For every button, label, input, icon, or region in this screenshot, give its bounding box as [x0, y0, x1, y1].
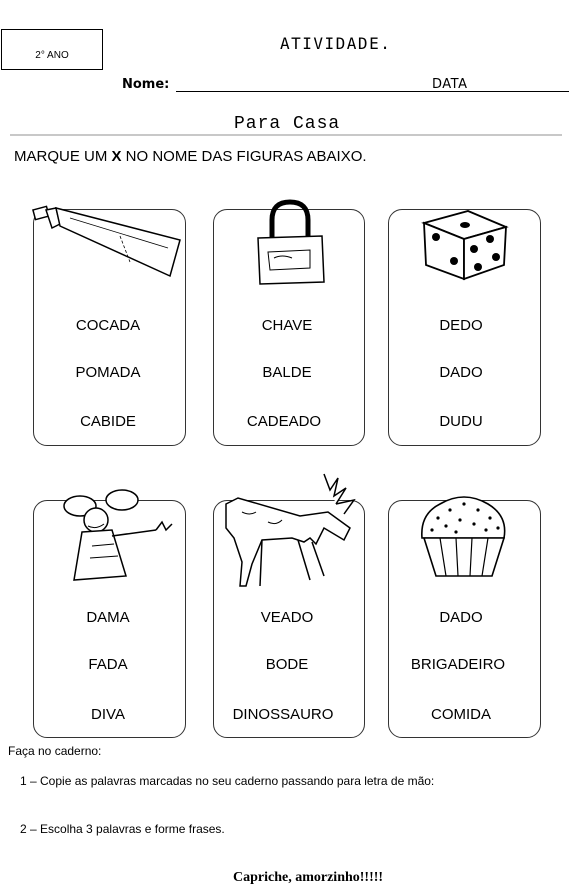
- date-field[interactable]: [479, 91, 569, 92]
- instruction-prefix: MARQUE UM: [14, 148, 112, 165]
- word-option[interactable]: FADA: [88, 656, 128, 673]
- deer-icon: [212, 468, 362, 588]
- subtitle: Para Casa: [234, 114, 341, 134]
- task-1: 1 – Copie as palavras marcadas no seu caderno passando para letra de mão:: [20, 774, 435, 788]
- instruction: [14, 148, 367, 165]
- grade-box: [1, 29, 103, 70]
- page-title: ATIVIDADE.: [280, 34, 392, 53]
- date-label: DATA: [432, 77, 468, 92]
- word-option[interactable]: CHAVE: [261, 317, 313, 334]
- word-option[interactable]: POMADA: [75, 364, 141, 381]
- cupcake-icon: [418, 488, 510, 580]
- word-option[interactable]: DAMA: [86, 609, 130, 626]
- word-option[interactable]: DUDU: [439, 413, 483, 430]
- word-option[interactable]: DEDO: [439, 317, 483, 334]
- word-option[interactable]: DIVA: [91, 706, 125, 723]
- padlock-icon: [250, 196, 330, 286]
- closing-message: Capriche, amorzinho!!!!!: [233, 870, 384, 885]
- name-label: Nome:: [122, 77, 170, 92]
- word-option[interactable]: DINOSSAURO: [232, 706, 334, 723]
- word-option[interactable]: BRIGADEIRO: [410, 656, 506, 673]
- grade-label: 2° ANO: [35, 50, 69, 61]
- word-option[interactable]: BALDE: [262, 364, 312, 381]
- word-option[interactable]: VEADO: [260, 609, 314, 626]
- instruction-suffix: NO NOME DAS FIGURAS ABAIXO.: [121, 148, 367, 165]
- divider: [10, 134, 562, 136]
- footer-label: Faça no caderno:: [8, 744, 102, 758]
- word-option[interactable]: CADEADO: [246, 413, 322, 430]
- instruction-mark: X: [111, 148, 122, 165]
- word-option[interactable]: BODE: [265, 656, 309, 673]
- fairy-icon: [52, 486, 182, 586]
- name-date-row: [122, 73, 572, 93]
- word-option[interactable]: CABIDE: [80, 413, 136, 430]
- word-option[interactable]: COCADA: [75, 317, 141, 334]
- dice-icon: [418, 203, 510, 283]
- toothpaste-tube-icon: [30, 200, 185, 280]
- word-option[interactable]: DADO: [439, 364, 483, 381]
- task-2: 2 – Escolha 3 palavras e forme frases.: [20, 822, 225, 836]
- word-option[interactable]: COMIDA: [431, 706, 491, 723]
- word-option[interactable]: DADO: [439, 609, 483, 626]
